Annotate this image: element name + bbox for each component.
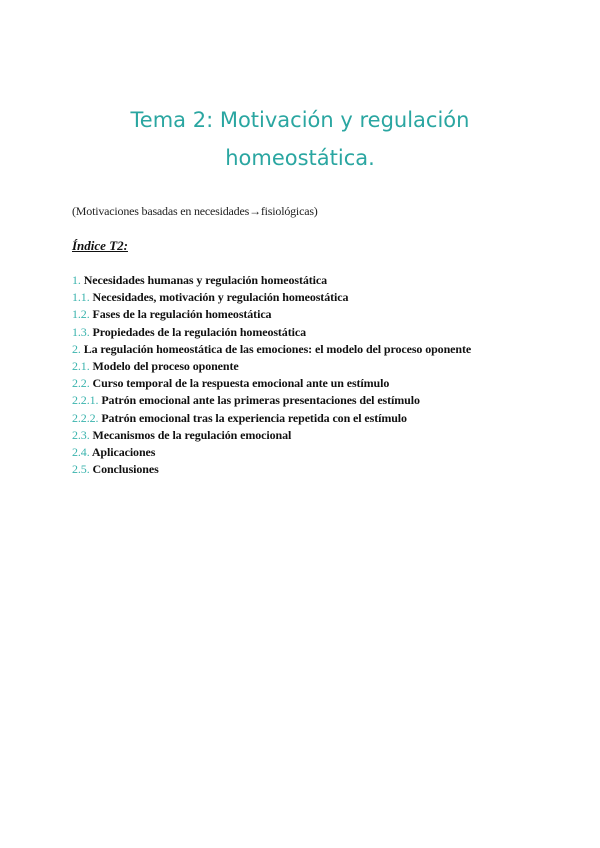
toc-number: 2.2.	[72, 376, 90, 391]
toc-number: 2.1.	[72, 358, 90, 373]
page-title-line-1: Tema 2: Motivación y regulación	[130, 108, 470, 132]
toc-item	[72, 392, 471, 409]
toc-number: 2.3.	[72, 427, 90, 442]
toc-text: Necesidades, motivación y regulación homeostática	[92, 290, 349, 305]
toc-number: 2.	[72, 341, 81, 356]
page-title-line-2: homeostática.	[225, 146, 375, 170]
toc-item	[72, 444, 471, 461]
toc-item	[72, 341, 471, 358]
toc-item	[72, 427, 471, 444]
toc-number: 2.4.	[72, 444, 90, 459]
toc-text: Patrón emocional ante las primeras presentaciones del estímulo	[101, 393, 420, 408]
toc-text: Conclusiones	[92, 462, 159, 477]
subtitle-note: (Motivaciones basadas en necesidades→fisiológicas)	[72, 204, 318, 218]
toc-item	[72, 306, 471, 323]
toc-number: 1.2.	[72, 307, 90, 322]
toc-item	[72, 324, 471, 341]
toc-number: 1.	[72, 273, 81, 287]
index-heading: Índice T2:	[72, 238, 128, 253]
toc-text: La regulación homeostática de las emociones: el modelo del proceso oponente	[83, 341, 472, 356]
toc-item	[72, 289, 471, 306]
toc-item	[72, 375, 471, 392]
toc-text: Necesidades humanas y regulación homeostática	[83, 273, 327, 287]
toc-item	[72, 410, 471, 427]
toc-text: Curso temporal de la respuesta emocional ante un estímulo	[92, 376, 390, 391]
toc-item	[72, 461, 471, 478]
toc-number: 2.5.	[72, 462, 90, 477]
toc-text: Propiedades de la regulación homeostática	[92, 324, 306, 339]
toc-text: Patrón emocional tras la experiencia repetida con el estímulo	[101, 410, 407, 425]
toc-text: Aplicaciones	[91, 444, 156, 459]
toc-text: Fases de la regulación homeostática	[92, 307, 272, 322]
table-of-contents	[72, 272, 471, 478]
toc-number: 1.3.	[72, 324, 90, 339]
toc-number: 2.2.1.	[72, 393, 99, 408]
toc-number: 2.2.2.	[72, 410, 99, 425]
toc-text: Mecanismos de la regulación emocional	[92, 427, 292, 442]
toc-item	[72, 272, 471, 289]
toc-text: Modelo del proceso oponente	[92, 358, 239, 373]
toc-item	[72, 358, 471, 375]
toc-number: 1.1.	[72, 290, 90, 305]
